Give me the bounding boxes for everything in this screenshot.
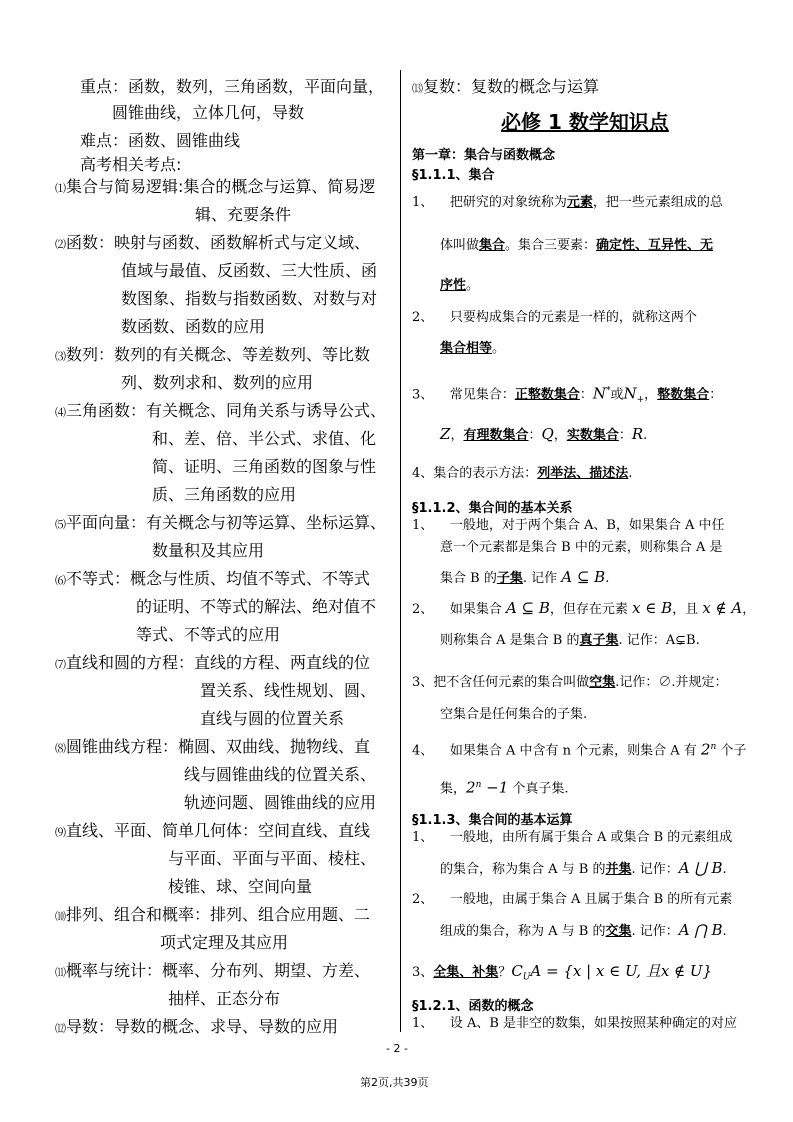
exam-point-3 [55,344,370,368]
exam-point-text: 直线、平面、简单几何体：空间直线、直线 [66,821,371,840]
text: . [628,466,633,481]
text: 把研究的对象统称为 [449,195,567,210]
term-positive-integers: 正整数集合 [514,387,580,403]
symbol-q: Q [541,425,554,443]
exam-point-10-cont: 项式定理及其应用 [160,933,289,952]
text: ，把一些元素组成的总 [592,195,723,210]
q1-line-2: 意一个元素都是集合 B 中的元素，则称集合 A 是 [440,540,723,555]
q3-line-2: 空集合是任何集合的子集. [440,707,588,722]
para-2-line-1 [412,308,697,328]
exam-point-2-cont: 数函数、函数的应用 [121,317,266,336]
exam-point-6-cont: 的证明、不等式的解法、绝对值不 [136,597,377,616]
exam-point-9-cont: 棱锥、球、空间向量 [168,877,313,896]
text: .记作：∅.并规定： [615,675,728,690]
exam-point-11 [55,960,370,984]
exam-point-number: ⑵ [55,238,66,251]
r1-number: 1、 [412,830,434,845]
text: 组成的集合，称为 A 与 B 的 [440,924,606,939]
text: ： [579,387,593,403]
para-3-line-2 [440,424,647,446]
term-representation: 列举法、描述法 [537,466,629,481]
sup: * [605,386,611,396]
text: 的集合，称为集合 A 与 B 的 [440,862,606,877]
text: 个真子集. [508,781,569,797]
exam-point-8-cont: 轨迹问题、圆锥曲线的应用 [184,793,377,812]
text: ， [450,428,464,443]
formula: 2 [466,778,476,797]
exam-point-text: 排列、组合和概率：排列、组合应用题、二 [66,905,371,924]
para-2-number: 2、 [412,310,434,325]
text: ： [618,428,632,443]
exam-point-5-cont: 数量积及其应用 [152,541,265,560]
text: 设 A、B 是非空的数集，如果按照某种确定的对应 [449,1016,738,1031]
text: . [605,571,610,586]
text: 。 [492,341,506,356]
text: ，且 [672,602,703,617]
section-heading-112: §1.1.2、集合间的基本关系 [412,501,573,516]
text: ， [644,387,658,403]
term-rationals: 有理数集合 [463,428,529,443]
para-1-number: 1、 [412,195,434,210]
exam-point-7-cont: 置关系、线性规划、圆、 [200,681,377,700]
term-complement: 全集、补集 [433,965,499,980]
exam-point-number: ⑻ [55,742,66,755]
para-1-line-3 [440,276,479,296]
key-points-cont: 圆锥曲线，立体几何，导数 [112,103,305,122]
term-proper-subset: 真子集 [579,633,619,648]
q4-line-2 [440,775,569,799]
exam-point-text: 直线和圆的方程：直线的方程、两直线的位 [66,653,371,672]
column-divider [400,70,401,1032]
exam-point-text: 圆锥曲线方程：椭圆、双曲线、抛物线、直 [66,737,371,756]
exam-point-1 [55,176,375,200]
s1-number: 1、 [412,1016,434,1031]
exam-point-9-cont: 与平面、平面与平面、棱柱、 [168,849,377,868]
term-set: 集合 [479,238,506,253]
q4-number: 4、 [412,743,434,759]
exam-point-10 [55,904,370,928]
page-mark: - 2 - [386,1042,408,1055]
symbol-r: R [631,425,644,443]
text: ， [553,428,567,443]
exam-point-text: 数列：数列的有关概念、等差数列、等比数 [66,345,371,364]
symbol-n: N [623,384,637,403]
text: ，但存在元素 [549,602,633,617]
r1-line-1 [412,828,732,848]
formula: A ⋃ B [678,859,723,877]
difficulties: 难点：函数、圆锥曲线 [80,131,241,150]
formula: A ⋂ B [678,921,723,939]
term-reals: 实数集合 [566,428,619,443]
exam-point-4 [55,400,386,424]
key-points: 重点：函数，数列，三角函数，平面向量， [80,77,385,96]
text: 一般地，由所有属于集合 A 或集合 B 的元素组成 [449,830,733,845]
text: 如果集合 A 中含有 n 个元素，则集合 A 有 [449,743,701,759]
text: 集， [440,781,467,797]
exam-point-6 [55,568,370,592]
term-unordered: 序性 [440,278,467,293]
para-3-number: 3、 [412,387,434,403]
sup: n [475,780,482,790]
section-heading-111: §1.1.1、集合 [412,168,495,183]
formula: C [511,962,523,980]
exam-point-number: ⑽ [55,910,66,923]
exam-point-text: 不等式：概念与性质、均值不等式、不等式 [66,569,371,588]
formula: −1 [481,778,509,797]
term-three-elements: 确定性、互异性、无 [596,238,714,253]
exam-point-8-cont: 线与圆锥曲线的位置关系、 [184,765,377,784]
text: 一般地，对于两个集合 A、B，如果集合 A 中任 [449,518,725,533]
para-2-line-2 [440,339,505,359]
item-13 [412,76,599,100]
exam-point-text: 导数：导数的概念、求导、导数的应用 [66,1017,339,1036]
para-1-line-1 [412,193,723,213]
chapter-heading: 第一章：集合与函数概念 [412,148,556,163]
text: . 记作： [631,862,679,877]
item-13-number: ⒀ [412,82,423,95]
exam-point-7 [55,652,370,676]
term-subset: 子集 [496,571,523,586]
para-4 [412,464,632,484]
section-heading-121: §1.2.1、函数的概念 [412,999,534,1014]
sub: U [522,972,531,983]
text: 3、 [412,965,434,980]
r3-line [412,961,712,988]
exam-point-2-cont: 值域与最值、反函数、三大性质、函 [121,261,378,280]
formula: x ∈ B [632,599,673,617]
text: 常见集合： [449,387,515,403]
exam-point-number: ⑺ [55,658,66,671]
r2-number: 2、 [412,892,434,907]
exam-point-text: 集合与简易逻辑:集合的概念与运算、简易逻 [66,177,376,196]
exam-point-number: ⑾ [55,966,66,979]
item-13-text: 复数：复数的概念与运算 [423,77,600,96]
q1-number: 1、 [412,518,434,533]
text: ？ [498,965,512,980]
formula: A ⊆ B [561,568,606,586]
text: . [722,862,727,877]
q3-line-1 [412,673,728,693]
text: 只要构成集合的元素是一样的，就称这两个 [449,310,697,325]
formula: 2 [700,740,711,759]
formula: A = {x | x ∈ U, 且x ∉ U} [530,962,713,980]
text: . 记作：A⊊B. [618,633,700,648]
exam-point-number: ⑸ [55,518,66,531]
exam-point-4-cont: 质、三角函数的应用 [152,485,297,504]
exam-point-number: ⑼ [55,826,66,839]
text: 4、集合的表示方法： [412,466,538,481]
s1-line-1 [412,1014,737,1034]
sub: + [636,394,645,405]
q2-line-2 [440,631,700,651]
exam-point-2-cont: 数图象、指数与指数函数、对数与对 [121,289,378,308]
page-title: 必修 1 数学知识点 [501,110,669,134]
term-empty-set: 空集 [589,675,616,690]
r2-line-1 [412,890,732,910]
page-info: 第2页,共39页 [360,1076,429,1089]
q1-line-1 [412,516,725,536]
exam-point-8 [55,736,370,760]
exam-point-6-cont: 等式、不等式的应用 [136,625,281,644]
term-element: 元素 [566,195,593,210]
exam-point-5 [55,512,386,536]
sup: n [710,742,717,752]
exam-point-11-cont: 抽样、正态分布 [168,989,281,1008]
exam-point-number: ⑶ [55,350,66,363]
text: . 记作： [631,924,679,939]
q2-line-1 [412,598,755,620]
symbol-z: Z [440,425,451,443]
text: 体叫做 [440,238,480,253]
r2-line-2 [440,920,727,942]
exam-point-4-cont: 和、差、倍、半公式、求值、化 [152,429,377,448]
term-union: 并集 [605,862,632,877]
text: 如果集合 [449,602,506,617]
exam-point-3-cont: 列、数列求和、数列的应用 [121,373,314,392]
text: 。 [466,278,480,293]
exam-points-title: 高考相关考点: [80,155,182,174]
text: . 记作 [522,571,562,586]
exam-point-number: ⑷ [55,406,66,419]
exam-point-number: ⑿ [55,1022,66,1035]
exam-point-9 [55,820,370,844]
exam-point-text: 平面向量：有关概念与初等运算、坐标运算、 [66,513,387,532]
exam-point-text: 概率与统计：概率、分布列、期望、方差、 [66,961,371,980]
section-heading-113: §1.1.3、集合间的基本运算 [412,813,573,828]
term-set-equal: 集合相等 [440,341,493,356]
exam-point-4-cont: 简、证明、三角函数的图象与性 [152,457,377,476]
text: 。集合三要素： [505,238,597,253]
para-3-line-1 [412,381,722,410]
q2-number: 2、 [412,602,434,617]
text: ， [742,602,756,617]
text: 集合 B 的 [440,571,497,586]
exam-point-12 [55,1016,338,1040]
q1-line-3 [440,567,609,589]
exam-point-1-cont: 辑、充要条件 [195,205,292,224]
formula: x ∉ A [702,599,743,617]
symbol-n: N [592,384,606,403]
text: ： [528,428,542,443]
text: 一般地，由属于集合 A 且属于集合 B 的所有元素 [449,892,733,907]
exam-point-text: 函数：映射与函数、函数解析式与定义域、 [66,233,371,252]
text: 则称集合 A 是集合 B 的 [440,633,580,648]
exam-point-7-cont: 直线与圆的位置关系 [200,709,345,728]
para-1-line-2 [440,236,713,256]
text: . [722,924,727,939]
term-integers: 整数集合 [657,387,710,403]
text: . [643,428,648,443]
term-intersection: 交集 [605,924,632,939]
exam-point-number: ⑴ [55,182,66,195]
text: 3、把不含任何元素的集合叫做 [412,675,590,690]
exam-point-number: ⑹ [55,574,66,587]
r1-line-2 [440,858,727,880]
text: ： [709,387,723,403]
formula: A ⊆ B [505,599,550,617]
exam-point-2 [55,232,370,256]
q4-line-1 [412,737,746,761]
text: 或 [610,387,624,403]
text: 个子 [716,743,747,759]
exam-point-text: 三角函数：有关概念、同角关系与诱导公式、 [66,401,387,420]
